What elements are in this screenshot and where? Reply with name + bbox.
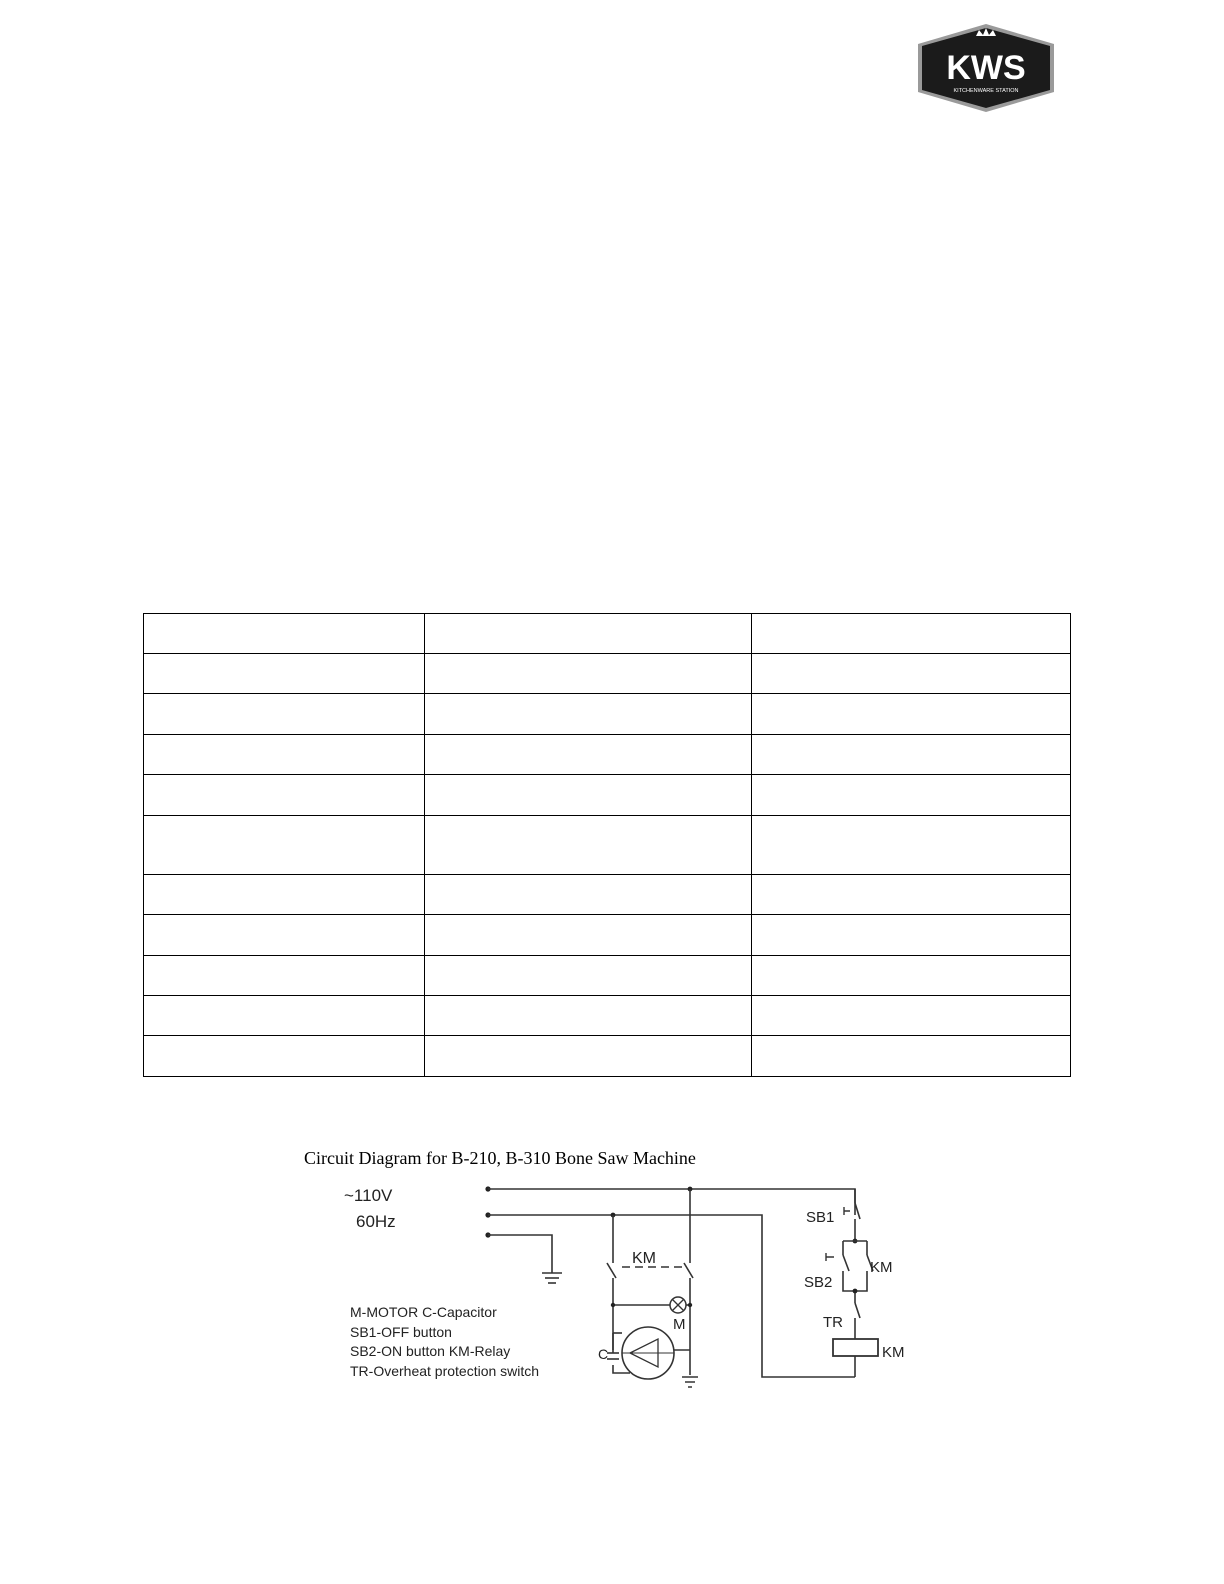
spec-table [143,613,1071,1077]
legend-line-1: M-MOTOR C-Capacitor [350,1304,497,1320]
table-cell [425,816,752,875]
table-cell [752,775,1071,816]
tr-label: TR [823,1314,843,1331]
table-cell [425,654,752,694]
motor-ground-icon [682,1377,698,1387]
table-cell [144,956,425,996]
table-cell [144,915,425,956]
table-cell [752,996,1071,1036]
circuit-diagram [330,1175,930,1400]
wire-ground [488,1235,552,1273]
table-cell [144,775,425,816]
table-row [144,915,1071,956]
motor-label: M [673,1316,686,1333]
table-cell [425,775,752,816]
capacitor-icon [607,1353,619,1359]
table-row [144,614,1071,654]
table-cell [144,1036,425,1077]
sb2-label: SB2 [804,1274,833,1291]
wire-motor-ground [674,1350,690,1375]
table-row [144,875,1071,915]
motor-icon [622,1327,674,1379]
junction-lamp-left [611,1303,615,1307]
table-cell [752,694,1071,735]
supply-voltage-label: ~110V [344,1186,393,1205]
wire-parallel-bottom [843,1271,867,1303]
table-cell [425,996,752,1036]
junction-sb-bottom [853,1289,858,1294]
km-coil-icon [833,1339,878,1356]
table-cell [752,1036,1071,1077]
table-cell [144,875,425,915]
table-cell [425,614,752,654]
table-cell [425,875,752,915]
table-cell [425,915,752,956]
table-cell [425,956,752,996]
table-cell [752,875,1071,915]
table-row [144,735,1071,775]
logo-tagline: KITCHENWARE STATION [953,88,1019,94]
supply-frequency-label: 60Hz [356,1212,396,1231]
capacitor-label: C [598,1346,609,1362]
diagram-title: Circuit Diagram for B-210, B-310 Bone Saw Machine [304,1148,696,1168]
ground-symbol-icon [542,1273,562,1283]
tr-switch-icon [855,1303,860,1318]
sb1-label: SB1 [806,1209,835,1226]
table-row [144,1036,1071,1077]
table-cell [144,735,425,775]
table-cell [425,735,752,775]
sb1-switch-icon [844,1203,860,1219]
table-cell [144,614,425,654]
table-cell [144,996,425,1036]
table-row [144,775,1071,816]
table-cell [752,654,1071,694]
km-contact-left [607,1263,616,1278]
table-row [144,694,1071,735]
km-contact-right [684,1263,693,1278]
legend-line-4: TR-Overheat protection switch [350,1363,540,1379]
table-cell [752,614,1071,654]
diagram-legend [350,1304,539,1379]
table-row [144,654,1071,694]
table-cell [752,735,1071,775]
table-row [144,996,1071,1036]
table-cell [144,816,425,875]
junction-lamp-right [688,1303,692,1307]
legend-line-3: SB2-ON button KM-Relay [350,1343,511,1359]
table-cell [752,816,1071,875]
legend-line-2: SB1-OFF button [350,1324,452,1340]
logo-brand: KWS [946,49,1026,87]
table-cell [425,694,752,735]
table-cell [144,654,425,694]
table-cell [425,1036,752,1077]
table-cell [752,956,1071,996]
km-hold-label: KM [870,1259,893,1276]
lamp-icon [670,1297,686,1313]
kws-logo [908,22,1064,114]
table-cell [144,694,425,735]
table-cell [752,915,1071,956]
table-row [144,956,1071,996]
sb2-switch-icon [826,1253,849,1271]
km-coil-label: KM [882,1344,905,1361]
table-row [144,816,1071,875]
wire-line-1 [488,1189,855,1215]
km-contacts-label: KM [632,1250,656,1267]
